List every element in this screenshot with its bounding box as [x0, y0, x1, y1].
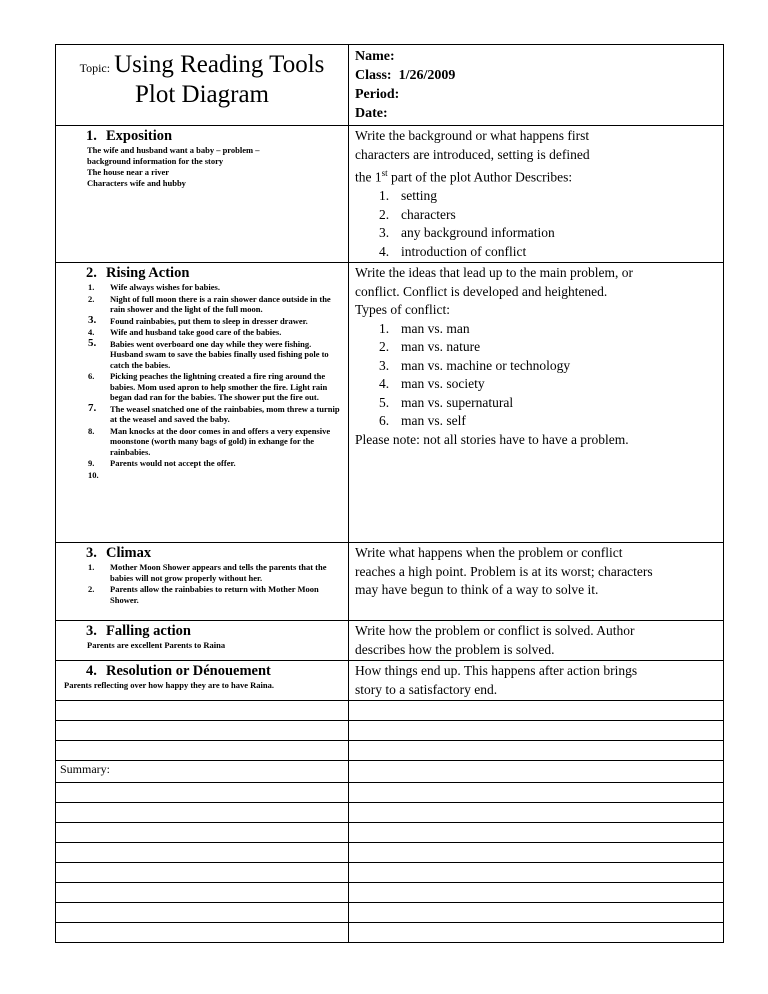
blank-cell	[349, 803, 724, 823]
climax-title: 3. Climax	[86, 545, 152, 561]
list-item: 4. man vs. society	[379, 376, 485, 391]
list-item: 3. Found rainbabies, put them to sleep in dresser drawer.	[88, 313, 308, 326]
class-row	[355, 66, 717, 85]
climax-list	[58, 562, 344, 605]
description-line: Write how the problem or conflict is solved. Author	[355, 623, 635, 638]
blank-cell	[56, 741, 349, 761]
topic-label: Topic:	[79, 61, 111, 75]
list-item: 1. Mother Moon Shower appears and tells the parents that the babies will not grow properly without her.	[88, 562, 327, 583]
rising-action-cell	[56, 263, 349, 543]
exposition-note: background information for the story	[87, 156, 224, 166]
blank-cell	[56, 701, 349, 721]
description-line: reaches a high point. Problem is at its worst; characters	[355, 563, 653, 579]
blank-cell	[56, 783, 349, 803]
blank-cell	[56, 903, 349, 923]
blank-cell	[56, 803, 349, 823]
falling-action-note: Parents are excellent Parents to Raina	[87, 640, 226, 650]
list-item: 2. Parents allow the rainbabies to return with Mother Moon Shower.	[88, 584, 319, 605]
class-value: 1/26/2009	[398, 68, 456, 83]
exposition-note: The wife and husband want a baby – problem –	[87, 145, 260, 155]
exposition-title: 1. Exposition	[86, 128, 173, 144]
list-item: 2. Night of full moon there is a rain shower dance outside in the rain shower and the light of the full moon.	[88, 293, 331, 314]
blank-cell	[349, 903, 724, 923]
list-item: 5. man vs. supernatural	[379, 394, 514, 410]
blank-cell	[349, 761, 724, 783]
exposition-description	[349, 126, 724, 263]
topic-title-line1: Using Reading Tools	[114, 51, 325, 78]
falling-action-cell	[56, 621, 349, 661]
blank-row	[56, 903, 724, 923]
blank-cell	[349, 741, 724, 761]
description-line: the 1st part of the plot Author Describes:	[355, 168, 573, 185]
topic-cell	[56, 45, 349, 126]
resolution-note: Parents reflecting over how happy they are to have Raina.	[64, 680, 274, 690]
list-item: 7. The weasel snatched one of the rainbabies, mom threw a turnip at the weasel and saved the baby.	[88, 401, 340, 424]
exposition-cell	[56, 126, 349, 263]
date-label: Date:	[355, 106, 388, 121]
blank-row	[56, 843, 724, 863]
blank-cell	[349, 923, 724, 943]
summary-row	[56, 761, 724, 783]
description-line: Write the background or what happens first	[355, 128, 590, 143]
student-info-cell	[349, 45, 724, 126]
blank-cell	[56, 883, 349, 903]
conflict-types-list	[355, 320, 717, 431]
blank-cell	[349, 843, 724, 863]
list-item: 1. setting	[379, 188, 437, 203]
list-item: 6. Picking peaches the lightning created a fire ring around the babies. Mom used apron to help smother the fire. Light rain began dad ran for the babies. The shower put the fire out.	[88, 371, 328, 402]
resolution-cell	[56, 661, 349, 701]
description-line: describes how the problem is solved.	[355, 641, 555, 657]
blank-row	[56, 741, 724, 761]
blank-cell	[56, 863, 349, 883]
blank-row	[56, 863, 724, 883]
blank-row	[56, 803, 724, 823]
exposition-list	[355, 187, 717, 261]
blank-cell	[349, 883, 724, 903]
blank-row	[56, 701, 724, 721]
blank-row	[56, 923, 724, 943]
description-line: conflict. Conflict is developed and heightened.	[355, 283, 608, 299]
falling-action-title: 3. Falling action	[86, 623, 191, 639]
description-line: How things end up. This happens after action brings	[355, 663, 638, 678]
list-item: 8. Man knocks at the door comes in and offers a very expensive moonstone (worth many bags of gold) in exhange for the rainbabies.	[88, 425, 331, 457]
description-line: story to a satisfactory end.	[355, 681, 498, 697]
blank-cell	[56, 823, 349, 843]
blank-row	[56, 783, 724, 803]
blank-cell	[349, 783, 724, 803]
blank-cell	[56, 843, 349, 863]
list-item: 2. man vs. nature	[379, 339, 481, 354]
plot-diagram-table	[55, 44, 724, 943]
climax-cell	[56, 543, 349, 621]
rising-action-description	[349, 263, 724, 543]
period-label: Period:	[355, 87, 400, 102]
topic-title-line2: Plot Diagram	[134, 81, 269, 108]
list-item: 4. introduction of conflict	[379, 243, 527, 259]
list-item: 1. Wife always wishes for babies.	[88, 282, 220, 292]
name-label: Name:	[355, 49, 395, 64]
climax-description	[349, 543, 724, 621]
types-label: Types of conflict:	[355, 302, 451, 317]
exposition-note: Characters wife and hubby	[87, 178, 186, 188]
blank-cell	[349, 823, 724, 843]
exposition-note: The house near a river	[87, 167, 170, 177]
list-item: 3. man vs. machine or technology	[379, 357, 571, 373]
falling-action-description	[349, 621, 724, 661]
blank-cell	[56, 923, 349, 943]
problem-note: Please note: not all stories have to have a problem.	[355, 431, 629, 447]
resolution-description	[349, 661, 724, 701]
blank-cell	[56, 721, 349, 741]
summary-label: Summary:	[56, 761, 349, 783]
list-item: 4. Wife and husband take good care of the babies.	[88, 327, 282, 337]
description-line: Write what happens when the problem or conflict	[355, 545, 623, 560]
list-item: 3. any background information	[379, 225, 555, 240]
blank-row	[56, 721, 724, 741]
list-item: 2. characters	[379, 206, 456, 222]
blank-cell	[349, 863, 724, 883]
blank-row	[56, 883, 724, 903]
rising-action-list: 1. Wife always wishes for babies. 2. Night of full moon there is a rain shower dance outside in the rain shower and the light of the full moon. 3. Found rainbabies, put them to sleep in dresser drawer. 4. Wife and husband take good care of the babies. 5. Babies went overboard one day while they were fishing. Husband swam to save the babies finally used fishing pole to catch the babies. 6. Picking peaches the lightning created a fire ring around the babies. Mom used apron to help smother the fire. Light rain began dad ran for the babies. The shower put the fire out. 7. The weasel snatched one of the rainbabies, mom threw a turnip at the weasel and saved the baby. 8. Man knocks at the door comes in and offers a very expensive moonstone (worth many bags of gold) in exhange for the rainbabies. 9. Parents would not accept the offer. 10.	[58, 282, 344, 469]
blank-cell	[349, 701, 724, 721]
blank-cell	[349, 721, 724, 741]
list-item: 6. man vs. self	[379, 413, 466, 428]
description-line: characters are introduced, setting is defined	[355, 146, 590, 162]
description-line: Write the ideas that lead up to the main problem, or	[355, 265, 633, 280]
list-item: 5. Babies went overboard one day while they were fishing. Husband swam to save the babies finally used fishing pole to catch the babies.	[88, 336, 329, 370]
description-line: may have begun to think of a way to solve it.	[355, 582, 599, 597]
class-label: Class:	[355, 68, 392, 83]
resolution-title: 4. Resolution or Dénouement	[86, 663, 271, 679]
rising-action-title: 2. Rising Action	[86, 265, 190, 281]
list-item: 1. man vs. man	[379, 320, 470, 336]
blank-row	[56, 823, 724, 843]
list-item: 9. Parents would not accept the offer.	[88, 458, 236, 468]
